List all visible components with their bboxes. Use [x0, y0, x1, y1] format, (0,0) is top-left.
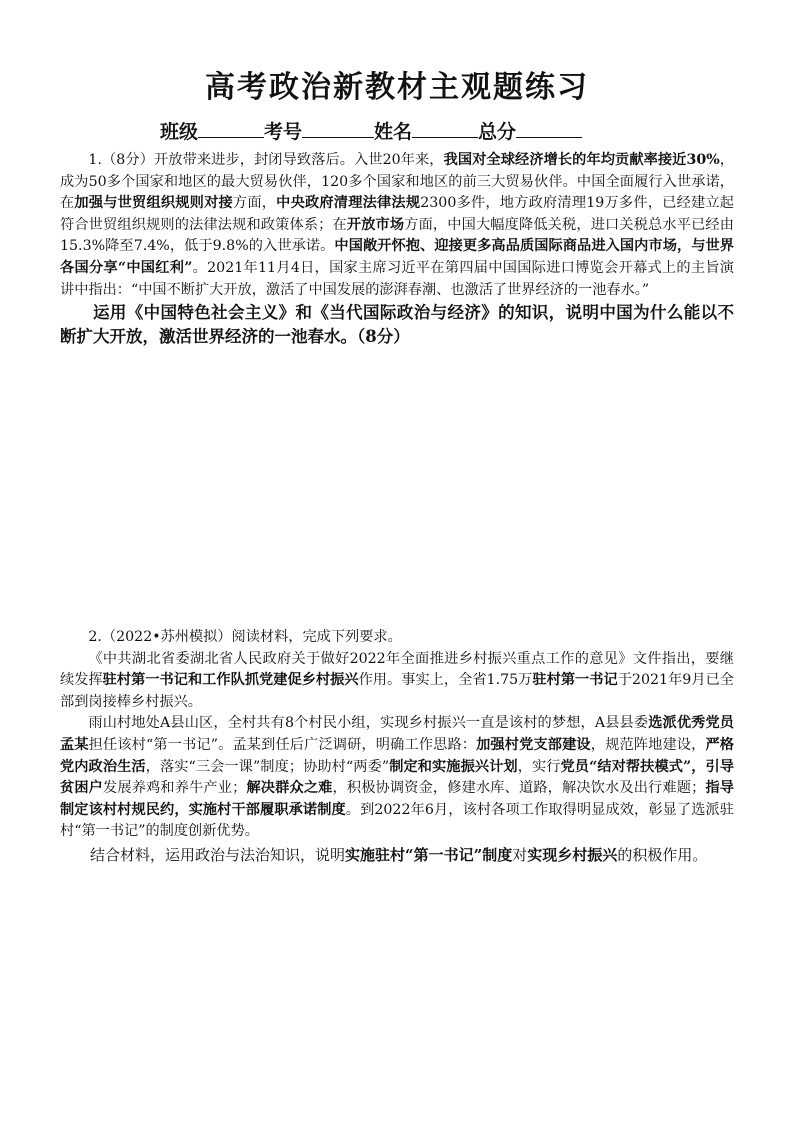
- text-segment: 的积极作用。: [617, 845, 708, 864]
- text-segment: 对: [512, 845, 528, 864]
- q2-material-2: [60, 713, 734, 843]
- bold-text-segment: 实施驻村“第一书记”制度: [345, 845, 513, 864]
- text-segment: 《中共湖北省委湖北省人民政府关于做好2022年全面推进乡村振兴重点工作的意见》文件指出，要继续发挥: [60, 650, 734, 689]
- name-blank[interactable]: [412, 119, 478, 138]
- bold-text-segment: 驻村第一书记: [532, 672, 618, 689]
- text-segment: 方面，: [232, 195, 277, 212]
- text-segment: 方面，中国大幅度降低关税，进口关税总水平已经由15.3%降至7.4%，低于9.8%的入世承诺。: [60, 216, 734, 255]
- text-segment: 。到2022年6月，该村各项工作取得明显成效，彰显了选派驻村“第一书记”的制度创新优势。: [60, 801, 734, 840]
- score-label: 总分: [478, 121, 517, 143]
- text-segment: 2300多件，地方政府清理19万多件，已经建立起符合世贸组织规则的法律法规和政策体系；在: [60, 195, 734, 233]
- text-segment: ，实行: [517, 758, 561, 775]
- exam-number-label: 考号: [264, 121, 303, 143]
- bold-text-segment: 严格党内政治生活: [60, 736, 734, 775]
- score-blank[interactable]: [516, 119, 582, 138]
- bold-text-segment: 中央政府清理法律法规: [276, 195, 421, 212]
- q1-task: 运用《中国特色社会主义》和《当代国际政治与经济》的知识，说明中国为什么能以不断扩大开放，激活世界经济的一池春水。（8分）: [60, 303, 734, 347]
- text-segment: ，规范阵地建设，: [590, 736, 706, 753]
- text-segment: 雨山村地处A县山区，全村共有8个村民小组，实现乡村振兴一直是该村的梦想，A县县委: [88, 715, 649, 732]
- q2-intro: [60, 627, 734, 649]
- bold-text-segment: 解决群众之难: [246, 780, 333, 797]
- text-segment: 担任该村“第一书记”。孟某到任后广泛调研，明确工作思路：: [88, 736, 477, 753]
- class-label: 班级: [160, 121, 199, 143]
- text-segment: 作用。事实上，全省1.75万: [358, 672, 533, 689]
- q2-material-1: [60, 649, 734, 714]
- q2-task: [60, 843, 734, 867]
- text-segment: ，落实“三会一课”制度；协助村“两委”: [145, 758, 390, 775]
- bold-text-segment: 加强与世贸组织规则对接: [74, 195, 233, 212]
- exam-number-blank[interactable]: [302, 119, 374, 138]
- bold-text-segment: 制定和实施振兴计划: [389, 758, 518, 775]
- question-1: [60, 150, 734, 349]
- bold-text-segment: 党员“结对帮扶模式”，引导贫困户: [60, 758, 734, 797]
- text-segment: 2.（2022•苏州模拟）阅读材料，完成下列要求。: [88, 629, 402, 645]
- student-info-line: [160, 117, 582, 144]
- bold-text-segment: 开放市场: [346, 216, 405, 233]
- text-segment: 结合材料，运用政治与法治知识，说明: [90, 845, 346, 864]
- text-segment: 发展养鸡和养牛产业；: [103, 780, 247, 797]
- bold-text-segment: 驻村第一书记和工作队抓党建促乡村振兴: [102, 672, 359, 689]
- bold-text-segment: 指导制定该村村规民约，实施村干部履职承诺制度: [60, 780, 734, 818]
- question-2: [60, 627, 734, 867]
- bold-text-segment: 加强村党支部建设: [476, 736, 591, 753]
- text-segment: ，积极协调资金，修建水库、道路，解决饮水及出行难题；: [332, 780, 706, 797]
- q1-material: [60, 150, 734, 301]
- text-segment: 。2021年11月4日，国家主席习近平在第四届中国国际进口博览会开幕式上的主旨演讲中指出：“中国不断扩大开放，激活了中国发展的澎湃春潮、也激活了世界经济的一池春水。”: [60, 259, 734, 298]
- bold-text-segment: 选派优秀党员孟某: [60, 715, 734, 753]
- text-segment: 1.（8分）开放带来进步，封闭导致落后。入世20年来，: [88, 152, 444, 168]
- page-title: 高考政治新教材主观题练习: [205, 70, 589, 105]
- text-segment: 于2021年9月已全部到岗接棒乡村振兴。: [60, 672, 734, 710]
- bold-text-segment: 中国敞开怀抱、迎接更多高品质国际商品进入国内市场，与世界各国分享“中国红利”: [60, 238, 734, 276]
- class-blank[interactable]: [198, 119, 264, 138]
- bold-text-segment: 我国对全球经济增长的年均贡献率接近30%: [443, 152, 720, 168]
- text-segment: ，成为50多个国家和地区的最大贸易伙伴，120多个国家和地区的前三大贸易伙伴。中国全面履行入世承诺，在: [60, 152, 734, 212]
- bold-text-segment: 实现乡村振兴: [527, 845, 618, 864]
- name-label: 姓名: [374, 121, 413, 143]
